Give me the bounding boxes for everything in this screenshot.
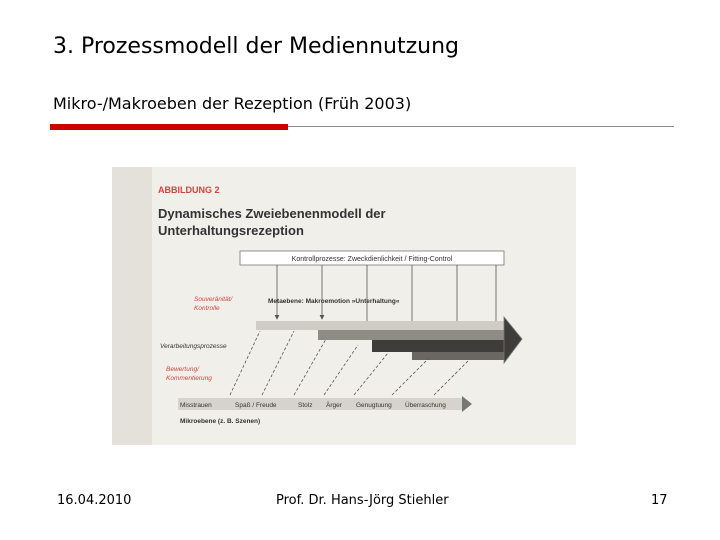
figure-title-line2: Unterhaltungsrezeption xyxy=(158,223,304,238)
macro-bar-mid xyxy=(412,352,504,360)
micro-level-label: Mikroebene (z. B. Szenen) xyxy=(180,418,261,425)
figure-title-line1: Dynamisches Zweiebenenmodell der xyxy=(158,206,386,221)
sovereignty-label-line2: Kontrolle xyxy=(194,305,220,312)
emotion-stolz: Stolz xyxy=(298,402,313,409)
slide-title: 3. Prozessmodell der Mediennutzung xyxy=(53,34,460,59)
processing-label: Verarbeitungsprozesse xyxy=(160,343,227,350)
scan-shadow-left xyxy=(112,167,152,445)
emotion-aerger: Ärger xyxy=(326,402,342,409)
footer-date: 16.04.2010 xyxy=(57,493,132,508)
footer-author: Prof. Dr. Hans-Jörg Stiehler xyxy=(276,493,449,508)
macro-bar-light xyxy=(256,321,504,330)
emotion-misstrauen: Misstrauen xyxy=(180,402,212,409)
scanned-figure xyxy=(112,167,576,445)
macro-bar-dark xyxy=(372,340,504,352)
figure-label: ABBILDUNG 2 xyxy=(158,185,220,195)
emotion-spass-freude: Spaß / Freude xyxy=(235,402,277,409)
slide-subtitle: Mikro-/Makroeben der Rezeption (Früh 2003) xyxy=(53,94,412,113)
evaluation-label-line2: Kommentierung xyxy=(166,375,212,382)
emotion-ueberraschung: Überraschung xyxy=(405,402,446,409)
emotion-genugtuung: Genugtuung xyxy=(356,402,392,409)
meta-level-label: Metaebene: Makroemotion »Unterhaltung« xyxy=(268,298,400,305)
macro-bar-medium xyxy=(318,330,504,340)
evaluation-label-line1: Bewertung/ xyxy=(166,366,199,373)
footer-page-number: 17 xyxy=(651,493,668,508)
title-underline-gray xyxy=(288,126,674,127)
control-process-label: Kontrollprozesse: Zweckdienlichkeit / Fitting-Control xyxy=(291,256,453,263)
title-underline-red xyxy=(50,124,288,130)
sovereignty-label-line1: Souveränität/ xyxy=(194,296,233,303)
